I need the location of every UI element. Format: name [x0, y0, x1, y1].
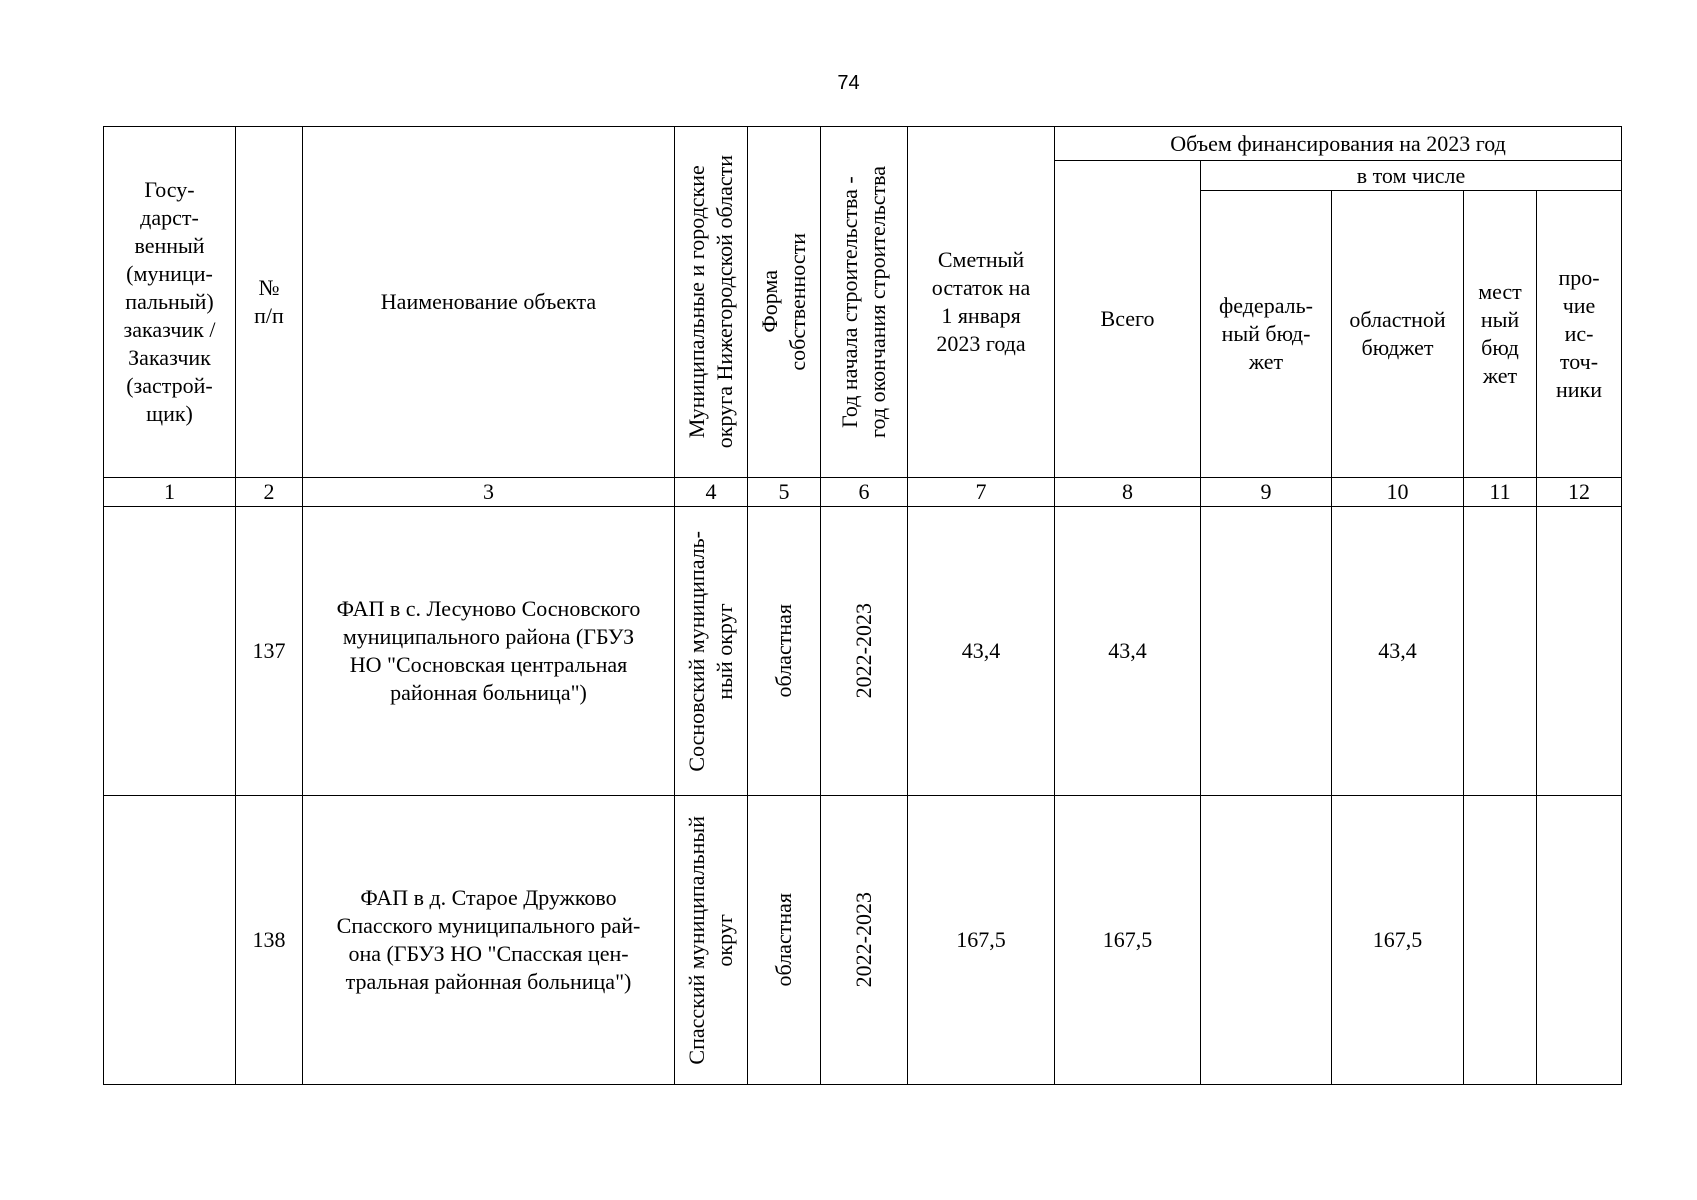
header-regional: областной бюджет [1332, 191, 1464, 478]
header-ownership: Форма собственности [748, 127, 821, 478]
col-num: 4 [675, 478, 748, 507]
col-num: 3 [303, 478, 675, 507]
header-local: мест ный бюд жет [1464, 191, 1537, 478]
col-num: 7 [908, 478, 1055, 507]
col-num: 5 [748, 478, 821, 507]
header-customer: Госу- дарст- венный (муници- пальный) заказчик / Заказчик (застрой- щик) [104, 127, 236, 478]
header-financing: Объем финансирования на 2023 год [1055, 127, 1622, 161]
row-estimate: 43,4 [908, 507, 1055, 796]
col-num: 6 [821, 478, 908, 507]
row-federal [1201, 796, 1332, 1085]
row-num: 138 [236, 796, 303, 1085]
table-row [104, 507, 1622, 796]
row-object-name: ФАП в с. Лесуново Сосновского муниципального района (ГБУЗ НО "Сосновская центральная районная больница") [303, 507, 675, 796]
row-other [1537, 796, 1622, 1085]
header-other: про- чие ис- точ- ники [1537, 191, 1622, 478]
table-row [104, 796, 1622, 1085]
row-local [1464, 796, 1537, 1085]
col-num: 10 [1332, 478, 1464, 507]
row-local [1464, 507, 1537, 796]
row-other [1537, 507, 1622, 796]
header-years: Год начала строительства - год окончания строительства [821, 127, 908, 478]
row-municipal: Сосновский муниципаль- ный округ [675, 507, 748, 796]
financing-table [103, 126, 1622, 1085]
row-municipal: Спасский муниципальный округ [675, 796, 748, 1085]
row-regional: 43,4 [1332, 507, 1464, 796]
row-ownership: областная [748, 796, 821, 1085]
header-object-name: Наименование объекта [303, 127, 675, 478]
col-num: 8 [1055, 478, 1201, 507]
row-num: 137 [236, 507, 303, 796]
row-ownership: областная [748, 507, 821, 796]
row-years: 2022-2023 [821, 507, 908, 796]
header-including: в том числе [1201, 161, 1622, 191]
column-number-row [104, 478, 1622, 507]
row-customer [104, 796, 236, 1085]
header-num: № п/п [236, 127, 303, 478]
row-regional: 167,5 [1332, 796, 1464, 1085]
header-federal: федераль- ный бюд- жет [1201, 191, 1332, 478]
row-customer [104, 507, 236, 796]
row-estimate: 167,5 [908, 796, 1055, 1085]
header-municipal: Муниципальные и городские округа Нижегородской области [675, 127, 748, 478]
col-num: 11 [1464, 478, 1537, 507]
row-total: 43,4 [1055, 507, 1201, 796]
col-num: 12 [1537, 478, 1622, 507]
row-years: 2022-2023 [821, 796, 908, 1085]
col-num: 2 [236, 478, 303, 507]
row-federal [1201, 507, 1332, 796]
col-num: 1 [104, 478, 236, 507]
row-object-name: ФАП в д. Старое Дружково Спасского муниципального рай- она (ГБУЗ НО "Спасская цен- тральная районная больница") [303, 796, 675, 1085]
header-total: Всего [1055, 161, 1201, 478]
row-total: 167,5 [1055, 796, 1201, 1085]
header-estimate: Сметный остаток на 1 января 2023 года [908, 127, 1055, 478]
header-row-1 [104, 127, 1622, 161]
col-num: 9 [1201, 478, 1332, 507]
page-number: 74 [837, 72, 860, 94]
